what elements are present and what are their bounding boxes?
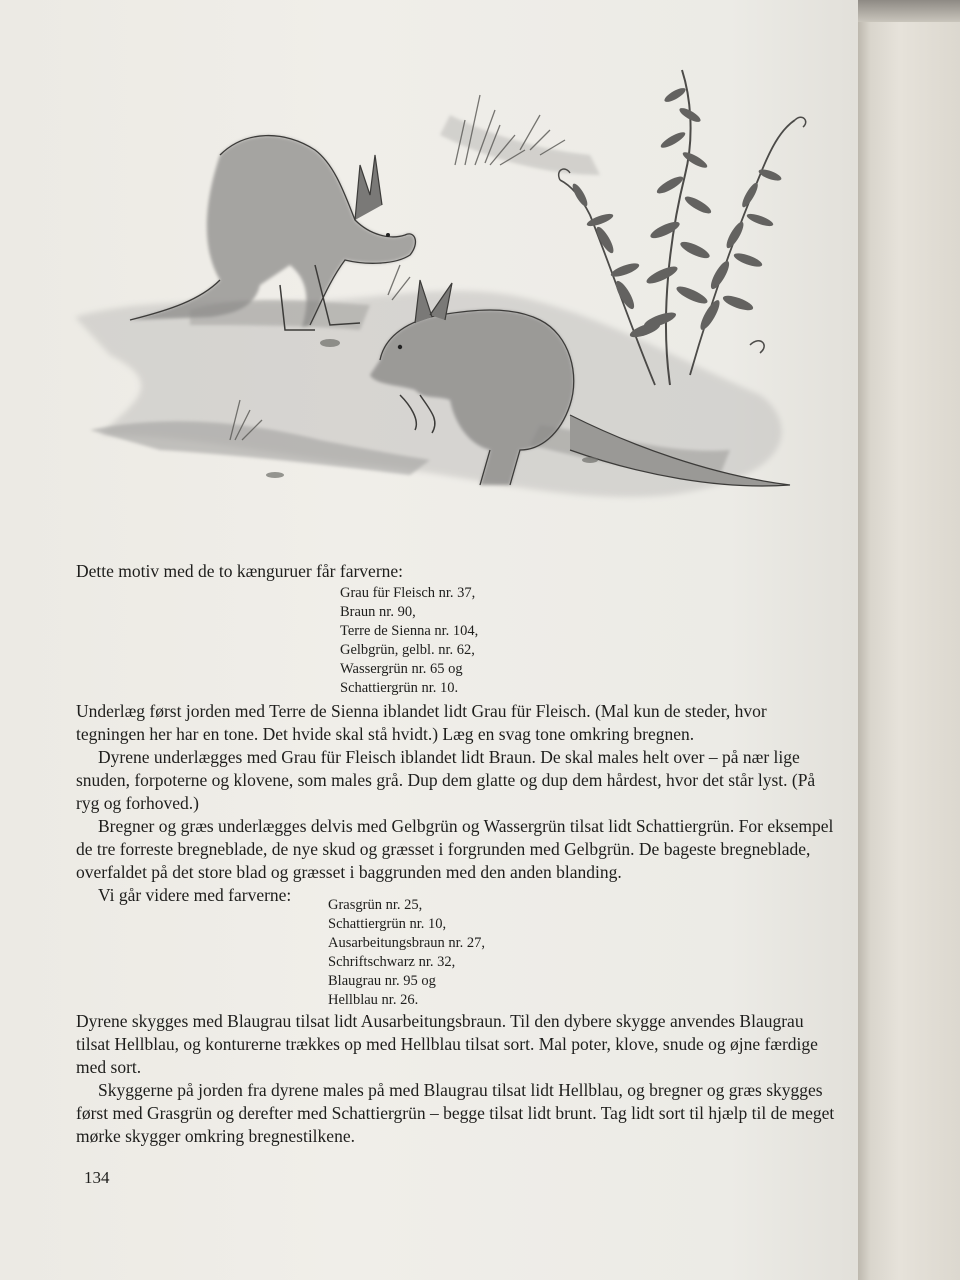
color-item: Gelbgrün, gelbl. nr. 62, <box>340 642 475 658</box>
color-item: Schattiergrün nr. 10, <box>328 916 447 932</box>
color-list-second <box>328 896 485 1010</box>
instructions-first <box>76 700 836 907</box>
instructions-second <box>76 1010 836 1148</box>
second-intro: Vi går videre med farverne: <box>98 885 292 905</box>
paragraph: Underlæg først jorden med Terre de Sienna iblandet lidt Grau für Fleisch. (Mal kun de steder, hvor tegningen her har en tone. Det hvide skal stå hvidt.) Læg en svag tone omkring bregnen. <box>76 701 767 744</box>
color-list-first <box>340 584 478 698</box>
kangaroo-illustration <box>70 55 830 525</box>
color-item: Blaugrau nr. 95 og <box>328 973 436 989</box>
paragraph: Dyrene underlægges med Grau für Fleisch iblandet lidt Braun. De skal males helt over – på nær lige snuden, forpoterne og klovene, som males grå. Dup dem glatte og dup dem hårdest, hvor det står lyst. (På ryg og forhoved.) <box>76 747 816 813</box>
color-item: Braun nr. 90, <box>340 604 416 620</box>
color-item: Grasgrün nr. 25, <box>328 897 423 913</box>
paragraph: Bregner og græs underlægges delvis med Gelbgrün og Wassergrün tilsat lidt Schattiergrün. For eksempel de tre forreste bregneblade, de nye skud og græsset i forgrunden med Gelbgrün. De bageste bregneblade, overfaldet på det store blad og græsset i baggrunden med den anden blanding. <box>76 816 834 882</box>
color-item: Schriftschwarz nr. 32, <box>328 954 456 970</box>
color-item: Terre de Sienna nr. 104, <box>340 623 479 639</box>
paragraph: Skyggerne på jorden fra dyrene males på med Blaugrau tilsat lidt Hellblau, og bregner og græs skygges først med Grasgrün og derefter med Schattiergrün – begge tilsat lidt brunt. Tag lidt sort til hjælp til de meget mørke skygger omkring bregnestilkene. <box>76 1080 835 1146</box>
color-item: Ausarbeitungsbraun nr. 27, <box>328 935 486 951</box>
page-number: 134 <box>84 1168 110 1187</box>
paragraph: Dyrene skygges med Blaugrau tilsat lidt Ausarbeitungsbraun. Til den dybere skygge anvendes Blaugrau tilsat Hellblau, og konturerne trækkes op med Hellblau tilsat sort. Mal poter, klove, snude og øjne færdige med sort. <box>76 1011 818 1077</box>
color-item: Schattiergrün nr. 10. <box>340 680 459 696</box>
color-item: Hellblau nr. 26. <box>328 992 419 1008</box>
color-item: Wassergrün nr. 65 og <box>340 661 463 677</box>
intro-text: Dette motiv med de to kænguruer får farverne: <box>76 561 404 581</box>
color-item: Grau für Fleisch nr. 37, <box>340 585 476 601</box>
facing-page-edge <box>858 0 960 1280</box>
